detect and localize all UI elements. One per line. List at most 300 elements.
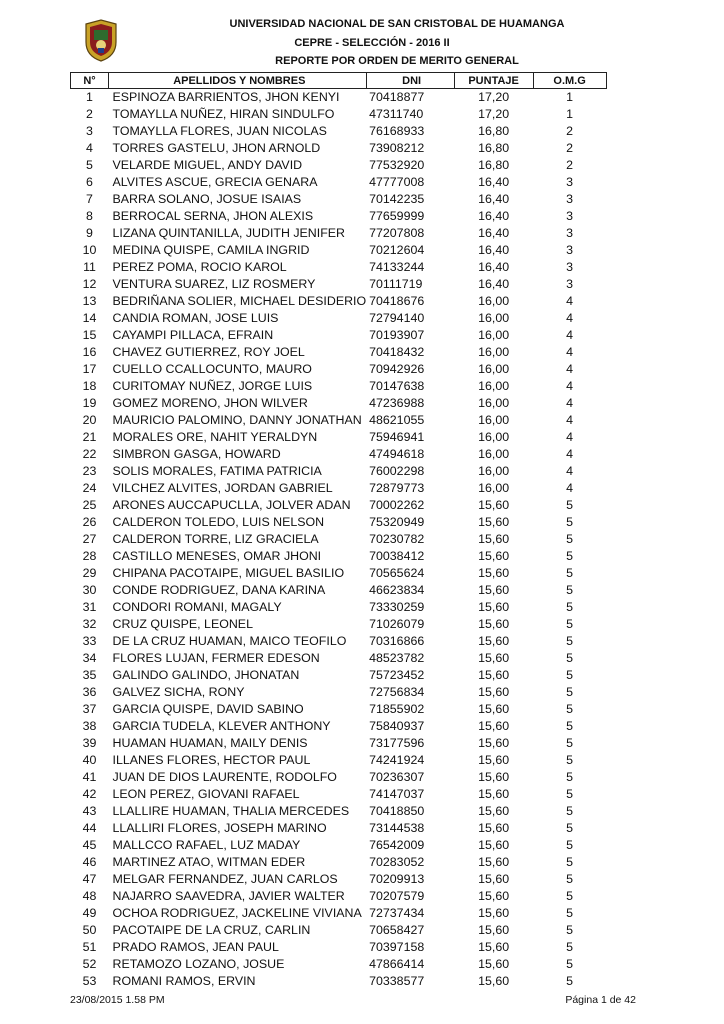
student-name: MARTINEZ ATAO, WITMAN EDER xyxy=(112,855,306,869)
student-name: CANDIA ROMAN, JOSE LUIS xyxy=(112,311,279,325)
student-dni: 72794140 xyxy=(369,311,425,325)
student-score: 15,60 xyxy=(478,617,510,631)
student-score: 15,60 xyxy=(478,940,510,954)
student-rank: 5 xyxy=(566,736,574,750)
col-header-number: N° xyxy=(71,73,109,89)
row-number: 13 xyxy=(82,294,97,308)
student-rank: 5 xyxy=(566,889,574,903)
student-dni: 70338577 xyxy=(369,974,425,988)
student-rank: 5 xyxy=(566,787,574,801)
student-rank: 5 xyxy=(566,600,574,614)
table-row xyxy=(71,718,607,735)
row-number: 39 xyxy=(82,736,97,750)
row-number: 50 xyxy=(82,923,97,937)
row-number: 18 xyxy=(82,379,97,393)
table-row xyxy=(71,616,607,633)
student-rank: 1 xyxy=(566,107,574,121)
student-rank: 4 xyxy=(566,396,574,410)
student-dni: 70236307 xyxy=(369,770,425,784)
student-dni: 70230782 xyxy=(369,532,425,546)
student-name: JUAN DE DIOS LAURENTE, RODOLFO xyxy=(112,770,337,784)
student-rank: 3 xyxy=(566,209,574,223)
student-score: 16,40 xyxy=(478,226,510,240)
program-title: CEPRE - SELECCIÓN - 2016 II xyxy=(294,37,450,49)
student-score: 15,60 xyxy=(478,549,510,563)
table-row xyxy=(71,565,607,582)
student-rank: 5 xyxy=(566,532,574,546)
student-name: PACOTAIPE DE LA CRUZ, CARLIN xyxy=(112,923,311,937)
row-number: 35 xyxy=(82,668,97,682)
student-name: ALVITES ASCUE, GRECIA GENARA xyxy=(112,175,318,189)
student-name: LEON PEREZ, GIOVANI RAFAEL xyxy=(112,787,300,801)
student-name: OCHOA RODRIGUEZ, JACKELINE VIVIANA xyxy=(112,906,362,920)
row-number: 19 xyxy=(82,396,97,410)
student-name: CUELLO CCALLOCUNTO, MAURO xyxy=(112,362,312,376)
table-row xyxy=(71,548,607,565)
row-number: 7 xyxy=(86,192,93,206)
table-row xyxy=(71,208,607,225)
student-score: 15,60 xyxy=(478,889,510,903)
student-score: 16,00 xyxy=(478,447,510,461)
table-row xyxy=(71,752,607,769)
table-row xyxy=(71,905,607,922)
table-row xyxy=(71,837,607,854)
student-score: 16,00 xyxy=(478,430,510,444)
student-dni: 70942926 xyxy=(369,362,425,376)
table-row xyxy=(71,633,607,650)
student-score: 16,00 xyxy=(478,311,510,325)
student-score: 16,40 xyxy=(478,260,510,274)
student-rank: 5 xyxy=(566,651,574,665)
table-row xyxy=(71,973,607,990)
student-score: 15,60 xyxy=(478,634,510,648)
page-indicator: Página 1 de 42 xyxy=(565,994,636,1006)
student-dni: 75723452 xyxy=(369,668,425,682)
student-dni: 70147638 xyxy=(369,379,425,393)
table-row xyxy=(71,854,607,871)
table-row xyxy=(71,327,607,344)
col-header-name: APELLIDOS Y NOMBRES xyxy=(109,73,367,89)
row-number: 12 xyxy=(82,277,97,291)
row-number: 22 xyxy=(82,447,97,461)
row-number: 20 xyxy=(82,413,97,427)
student-score: 16,00 xyxy=(478,379,510,393)
col-header-rank: O.M.G xyxy=(533,73,606,89)
table-row xyxy=(71,531,607,548)
student-rank: 5 xyxy=(566,498,574,512)
student-name: VELARDE MIGUEL, ANDY DAVID xyxy=(112,158,303,172)
student-dni: 76168933 xyxy=(369,124,425,138)
student-name: ARONES AUCCAPUCLLA, JOLVER ADAN xyxy=(112,498,351,512)
student-name: CURITOMAY NUÑEZ, JORGE LUIS xyxy=(112,379,313,393)
student-rank: 4 xyxy=(566,311,574,325)
student-dni: 70002262 xyxy=(369,498,425,512)
student-score: 16,40 xyxy=(478,209,510,223)
student-dni: 77659999 xyxy=(369,209,425,223)
student-score: 15,60 xyxy=(478,532,510,546)
student-score: 15,60 xyxy=(478,872,510,886)
student-rank: 2 xyxy=(566,124,574,138)
table-row xyxy=(71,769,607,786)
student-score: 15,60 xyxy=(478,923,510,937)
student-name: BEDRIÑANA SOLIER, MICHAEL DESIDERIO xyxy=(112,294,367,308)
row-number: 42 xyxy=(82,787,97,801)
student-rank: 4 xyxy=(566,413,574,427)
table-row xyxy=(71,735,607,752)
student-score: 15,60 xyxy=(478,651,510,665)
student-dni: 70193907 xyxy=(369,328,425,342)
university-title: UNIVERSIDAD NACIONAL DE SAN CRISTOBAL DE HUAMANGA xyxy=(229,18,565,30)
student-name: VILCHEZ ALVITES, JORDAN GABRIEL xyxy=(112,481,333,495)
row-number: 41 xyxy=(82,770,97,784)
student-score: 15,60 xyxy=(478,753,510,767)
row-number: 36 xyxy=(82,685,97,699)
row-number: 2 xyxy=(86,107,93,121)
student-name: GARCIA TUDELA, KLEVER ANTHONY xyxy=(112,719,331,733)
table-row xyxy=(71,276,607,293)
row-number: 32 xyxy=(82,617,97,631)
table-row xyxy=(71,191,607,208)
row-number: 31 xyxy=(82,600,97,614)
table-row xyxy=(71,871,607,888)
student-dni: 47494618 xyxy=(369,447,425,461)
student-dni: 48621055 xyxy=(369,413,425,427)
row-number: 34 xyxy=(82,651,97,665)
student-name: CONDORI ROMANI, MAGALY xyxy=(112,600,282,614)
table-row xyxy=(71,344,607,361)
row-number: 26 xyxy=(82,515,97,529)
student-rank: 2 xyxy=(566,158,574,172)
student-score: 15,60 xyxy=(478,736,510,750)
student-rank: 5 xyxy=(566,770,574,784)
table-row xyxy=(71,106,607,123)
student-rank: 4 xyxy=(566,362,574,376)
table-row xyxy=(71,429,607,446)
student-rank: 5 xyxy=(566,804,574,818)
student-name: BERROCAL SERNA, JHON ALEXIS xyxy=(112,209,314,223)
table-row xyxy=(71,225,607,242)
table-row xyxy=(71,293,607,310)
student-score: 15,60 xyxy=(478,515,510,529)
student-name: ESPINOZA BARRIENTOS, JHON KENYI xyxy=(112,90,340,104)
table-row xyxy=(71,956,607,973)
row-number: 25 xyxy=(82,498,97,512)
student-score: 16,00 xyxy=(478,464,510,478)
row-number: 17 xyxy=(82,362,97,376)
row-number: 15 xyxy=(82,328,97,342)
student-score: 15,60 xyxy=(478,770,510,784)
row-number: 45 xyxy=(82,838,97,852)
student-dni: 75840937 xyxy=(369,719,425,733)
student-score: 16,80 xyxy=(478,141,510,155)
student-rank: 5 xyxy=(566,685,574,699)
table-row xyxy=(71,174,607,191)
student-rank: 5 xyxy=(566,515,574,529)
row-number: 4 xyxy=(86,141,93,155)
student-score: 16,00 xyxy=(478,413,510,427)
student-score: 15,60 xyxy=(478,974,510,988)
student-rank: 5 xyxy=(566,702,574,716)
table-row xyxy=(71,463,607,480)
student-rank: 5 xyxy=(566,940,574,954)
student-score: 17,20 xyxy=(478,107,510,121)
student-name: LLALLIRE HUAMAN, THALIA MERCEDES xyxy=(112,804,350,818)
student-name: CASTILLO MENESES, OMAR JHONI xyxy=(112,549,322,563)
student-rank: 5 xyxy=(566,855,574,869)
student-dni: 70111719 xyxy=(369,277,423,291)
table-row xyxy=(71,140,607,157)
student-dni: 70209913 xyxy=(369,872,425,886)
table-row xyxy=(71,361,607,378)
table-row xyxy=(71,922,607,939)
row-number: 11 xyxy=(83,260,96,274)
student-rank: 5 xyxy=(566,838,574,852)
table-row xyxy=(71,701,607,718)
table-row xyxy=(71,395,607,412)
student-dni: 77532920 xyxy=(369,158,425,172)
row-number: 14 xyxy=(82,311,97,325)
student-name: ROMANI RAMOS, ERVIN xyxy=(112,974,256,988)
row-number: 43 xyxy=(82,804,97,818)
row-number: 37 xyxy=(82,702,97,716)
student-rank: 4 xyxy=(566,430,574,444)
student-score: 16,80 xyxy=(478,158,510,172)
student-name: VENTURA SUAREZ, LIZ ROSMERY xyxy=(112,277,316,291)
table-row xyxy=(71,446,607,463)
student-score: 16,40 xyxy=(478,192,510,206)
student-rank: 5 xyxy=(566,549,574,563)
student-dni: 74147037 xyxy=(369,787,425,801)
row-number: 40 xyxy=(82,753,97,767)
student-dni: 75320949 xyxy=(369,515,425,529)
student-rank: 4 xyxy=(566,447,574,461)
student-score: 15,60 xyxy=(478,787,510,801)
row-number: 51 xyxy=(82,940,97,954)
col-header-dni: DNI xyxy=(366,73,454,89)
student-name: CONDE RODRIGUEZ, DANA KARINA xyxy=(112,583,326,597)
row-number: 46 xyxy=(82,855,97,869)
student-score: 16,00 xyxy=(478,481,510,495)
student-score: 15,60 xyxy=(478,583,510,597)
student-name: SIMBRON GASGA, HOWARD xyxy=(112,447,281,461)
student-rank: 3 xyxy=(566,175,574,189)
student-score: 15,60 xyxy=(478,498,510,512)
student-rank: 5 xyxy=(566,821,574,835)
student-score: 16,00 xyxy=(478,328,510,342)
student-score: 15,60 xyxy=(478,957,510,971)
student-rank: 3 xyxy=(566,243,574,257)
student-dni: 70418676 xyxy=(369,294,425,308)
table-row xyxy=(71,378,607,395)
student-rank: 5 xyxy=(566,617,574,631)
student-name: MAURICIO PALOMINO, DANNY JONATHAN xyxy=(112,413,362,427)
student-rank: 4 xyxy=(566,328,574,342)
student-rank: 5 xyxy=(566,566,574,580)
student-name: CHIPANA PACOTAIPE, MIGUEL BASILIO xyxy=(112,566,345,580)
table-header-row xyxy=(71,73,607,89)
row-number: 44 xyxy=(82,821,97,835)
row-number: 48 xyxy=(82,889,97,903)
student-dni: 71855902 xyxy=(369,702,425,716)
row-number: 27 xyxy=(82,532,97,546)
merit-table xyxy=(70,72,607,990)
student-dni: 76542009 xyxy=(369,838,425,852)
student-name: BARRA SOLANO, JOSUE ISAIAS xyxy=(112,192,302,206)
student-dni: 70207579 xyxy=(369,889,425,903)
student-dni: 47777008 xyxy=(369,175,425,189)
student-dni: 74133244 xyxy=(369,260,425,274)
row-number: 23 xyxy=(82,464,97,478)
student-rank: 5 xyxy=(566,753,574,767)
student-score: 16,40 xyxy=(478,175,510,189)
student-dni: 70418432 xyxy=(369,345,425,359)
student-rank: 5 xyxy=(566,634,574,648)
row-number: 16 xyxy=(82,345,97,359)
student-name: CAYAMPI PILLACA, EFRAIN xyxy=(112,328,274,342)
student-name: MELGAR FERNANDEZ, JUAN CARLOS xyxy=(112,872,338,886)
table-row xyxy=(71,310,607,327)
student-rank: 4 xyxy=(566,294,574,308)
student-score: 15,60 xyxy=(478,668,510,682)
row-number: 47 xyxy=(82,872,97,886)
student-rank: 5 xyxy=(566,974,574,988)
student-score: 16,00 xyxy=(478,294,510,308)
student-name: DE LA CRUZ HUAMAN, MAICO TEOFILO xyxy=(112,634,347,648)
student-name: GALINDO GALINDO, JHONATAN xyxy=(112,668,300,682)
student-score: 16,00 xyxy=(478,396,510,410)
student-dni: 47311740 xyxy=(369,107,424,121)
student-score: 15,60 xyxy=(478,719,510,733)
row-number: 6 xyxy=(86,175,93,189)
student-name: CALDERON TORRE, LIZ GRACIELA xyxy=(112,532,319,546)
student-rank: 5 xyxy=(566,583,574,597)
student-dni: 70658427 xyxy=(369,923,425,937)
row-number: 33 xyxy=(82,634,97,648)
student-name: SOLIS MORALES, FATIMA PATRICIA xyxy=(112,464,322,478)
table-row xyxy=(71,667,607,684)
student-rank: 3 xyxy=(566,192,574,206)
row-number: 30 xyxy=(82,583,97,597)
student-name: PRADO RAMOS, JEAN PAUL xyxy=(112,940,279,954)
table-row xyxy=(71,820,607,837)
student-rank: 3 xyxy=(566,277,574,291)
student-dni: 70565624 xyxy=(369,566,425,580)
student-name: GARCIA QUISPE, DAVID SABINO xyxy=(112,702,304,716)
row-number: 10 xyxy=(82,243,97,257)
student-name: GALVEZ SICHA, RONY xyxy=(112,685,245,699)
student-rank: 1 xyxy=(566,90,574,104)
table-row xyxy=(71,786,607,803)
table-row xyxy=(71,497,607,514)
university-crest-icon xyxy=(84,18,118,62)
student-score: 15,60 xyxy=(478,821,510,835)
student-score: 15,60 xyxy=(478,906,510,920)
student-rank: 5 xyxy=(566,719,574,733)
col-header-score: PUNTAJE xyxy=(454,73,533,89)
student-rank: 2 xyxy=(566,141,574,155)
student-name: GOMEZ MORENO, JHON WILVER xyxy=(112,396,308,410)
student-dni: 75946941 xyxy=(369,430,425,444)
student-name: TOMAYLLA FLORES, JUAN NICOLAS xyxy=(112,124,327,138)
student-dni: 71026079 xyxy=(369,617,425,631)
student-rank: 5 xyxy=(566,923,574,937)
row-number: 53 xyxy=(82,974,97,988)
student-score: 15,60 xyxy=(478,838,510,852)
student-dni: 70418877 xyxy=(369,90,425,104)
student-dni: 70316866 xyxy=(369,634,425,648)
student-score: 15,60 xyxy=(478,855,510,869)
student-rank: 5 xyxy=(566,668,574,682)
student-dni: 70212604 xyxy=(369,243,425,257)
print-date: 23/08/2015 1.58 PM xyxy=(70,994,165,1006)
table-row xyxy=(71,514,607,531)
table-row xyxy=(71,259,607,276)
student-dni: 73908212 xyxy=(369,141,425,155)
student-name: MEDINA QUISPE, CAMILA INGRID xyxy=(112,243,310,257)
student-dni: 70418850 xyxy=(369,804,425,818)
student-dni: 47236988 xyxy=(369,396,425,410)
student-name: FLORES LUJAN, FERMER EDESON xyxy=(112,651,320,665)
row-number: 38 xyxy=(82,719,97,733)
student-dni: 73330259 xyxy=(369,600,425,614)
row-number: 3 xyxy=(86,124,93,138)
student-score: 15,60 xyxy=(478,804,510,818)
student-name: TORRES GASTELU, JHON ARNOLD xyxy=(112,141,321,155)
student-score: 16,00 xyxy=(478,362,510,376)
table-row xyxy=(71,888,607,905)
student-dni: 74241924 xyxy=(369,753,425,767)
student-name: PEREZ POMA, ROCIO KAROL xyxy=(112,260,287,274)
student-dni: 72737434 xyxy=(369,906,425,920)
student-rank: 4 xyxy=(566,481,574,495)
student-dni: 76002298 xyxy=(369,464,425,478)
student-dni: 70283052 xyxy=(369,855,425,869)
table-row xyxy=(71,157,607,174)
student-score: 15,60 xyxy=(478,600,510,614)
student-dni: 73144538 xyxy=(369,821,425,835)
row-number: 24 xyxy=(82,481,97,495)
student-name: LLALLIRI FLORES, JOSEPH MARINO xyxy=(112,821,327,835)
student-name: ILLANES FLORES, HECTOR PAUL xyxy=(112,753,311,767)
student-name: TOMAYLLA NUÑEZ, HIRAN SINDULFO xyxy=(112,107,335,121)
student-dni: 70038412 xyxy=(369,549,425,563)
student-name: RETAMOZO LOZANO, JOSUE xyxy=(112,957,285,971)
student-dni: 48523782 xyxy=(369,651,425,665)
table-row xyxy=(71,684,607,701)
row-number: 28 xyxy=(82,549,97,563)
row-number: 21 xyxy=(82,430,97,444)
student-name: MALLCCO RAFAEL, LUZ MADAY xyxy=(112,838,301,852)
table-row xyxy=(71,242,607,259)
student-score: 15,60 xyxy=(478,685,510,699)
row-number: 1 xyxy=(86,90,93,104)
table-row xyxy=(71,412,607,429)
student-rank: 5 xyxy=(566,957,574,971)
student-name: CHAVEZ GUTIERREZ, ROY JOEL xyxy=(112,345,305,359)
student-rank: 4 xyxy=(566,345,574,359)
student-dni: 70397158 xyxy=(369,940,425,954)
student-name: NAJARRO SAAVEDRA, JAVIER WALTER xyxy=(112,889,345,903)
student-rank: 3 xyxy=(566,260,574,274)
student-score: 15,60 xyxy=(478,566,510,580)
student-name: MORALES ORE, NAHIT YERALDYN xyxy=(112,430,318,444)
student-rank: 4 xyxy=(566,464,574,478)
student-dni: 72756834 xyxy=(369,685,425,699)
row-number: 52 xyxy=(82,957,97,971)
student-dni: 77207808 xyxy=(369,226,425,240)
student-rank: 5 xyxy=(566,906,574,920)
row-number: 5 xyxy=(86,158,93,172)
